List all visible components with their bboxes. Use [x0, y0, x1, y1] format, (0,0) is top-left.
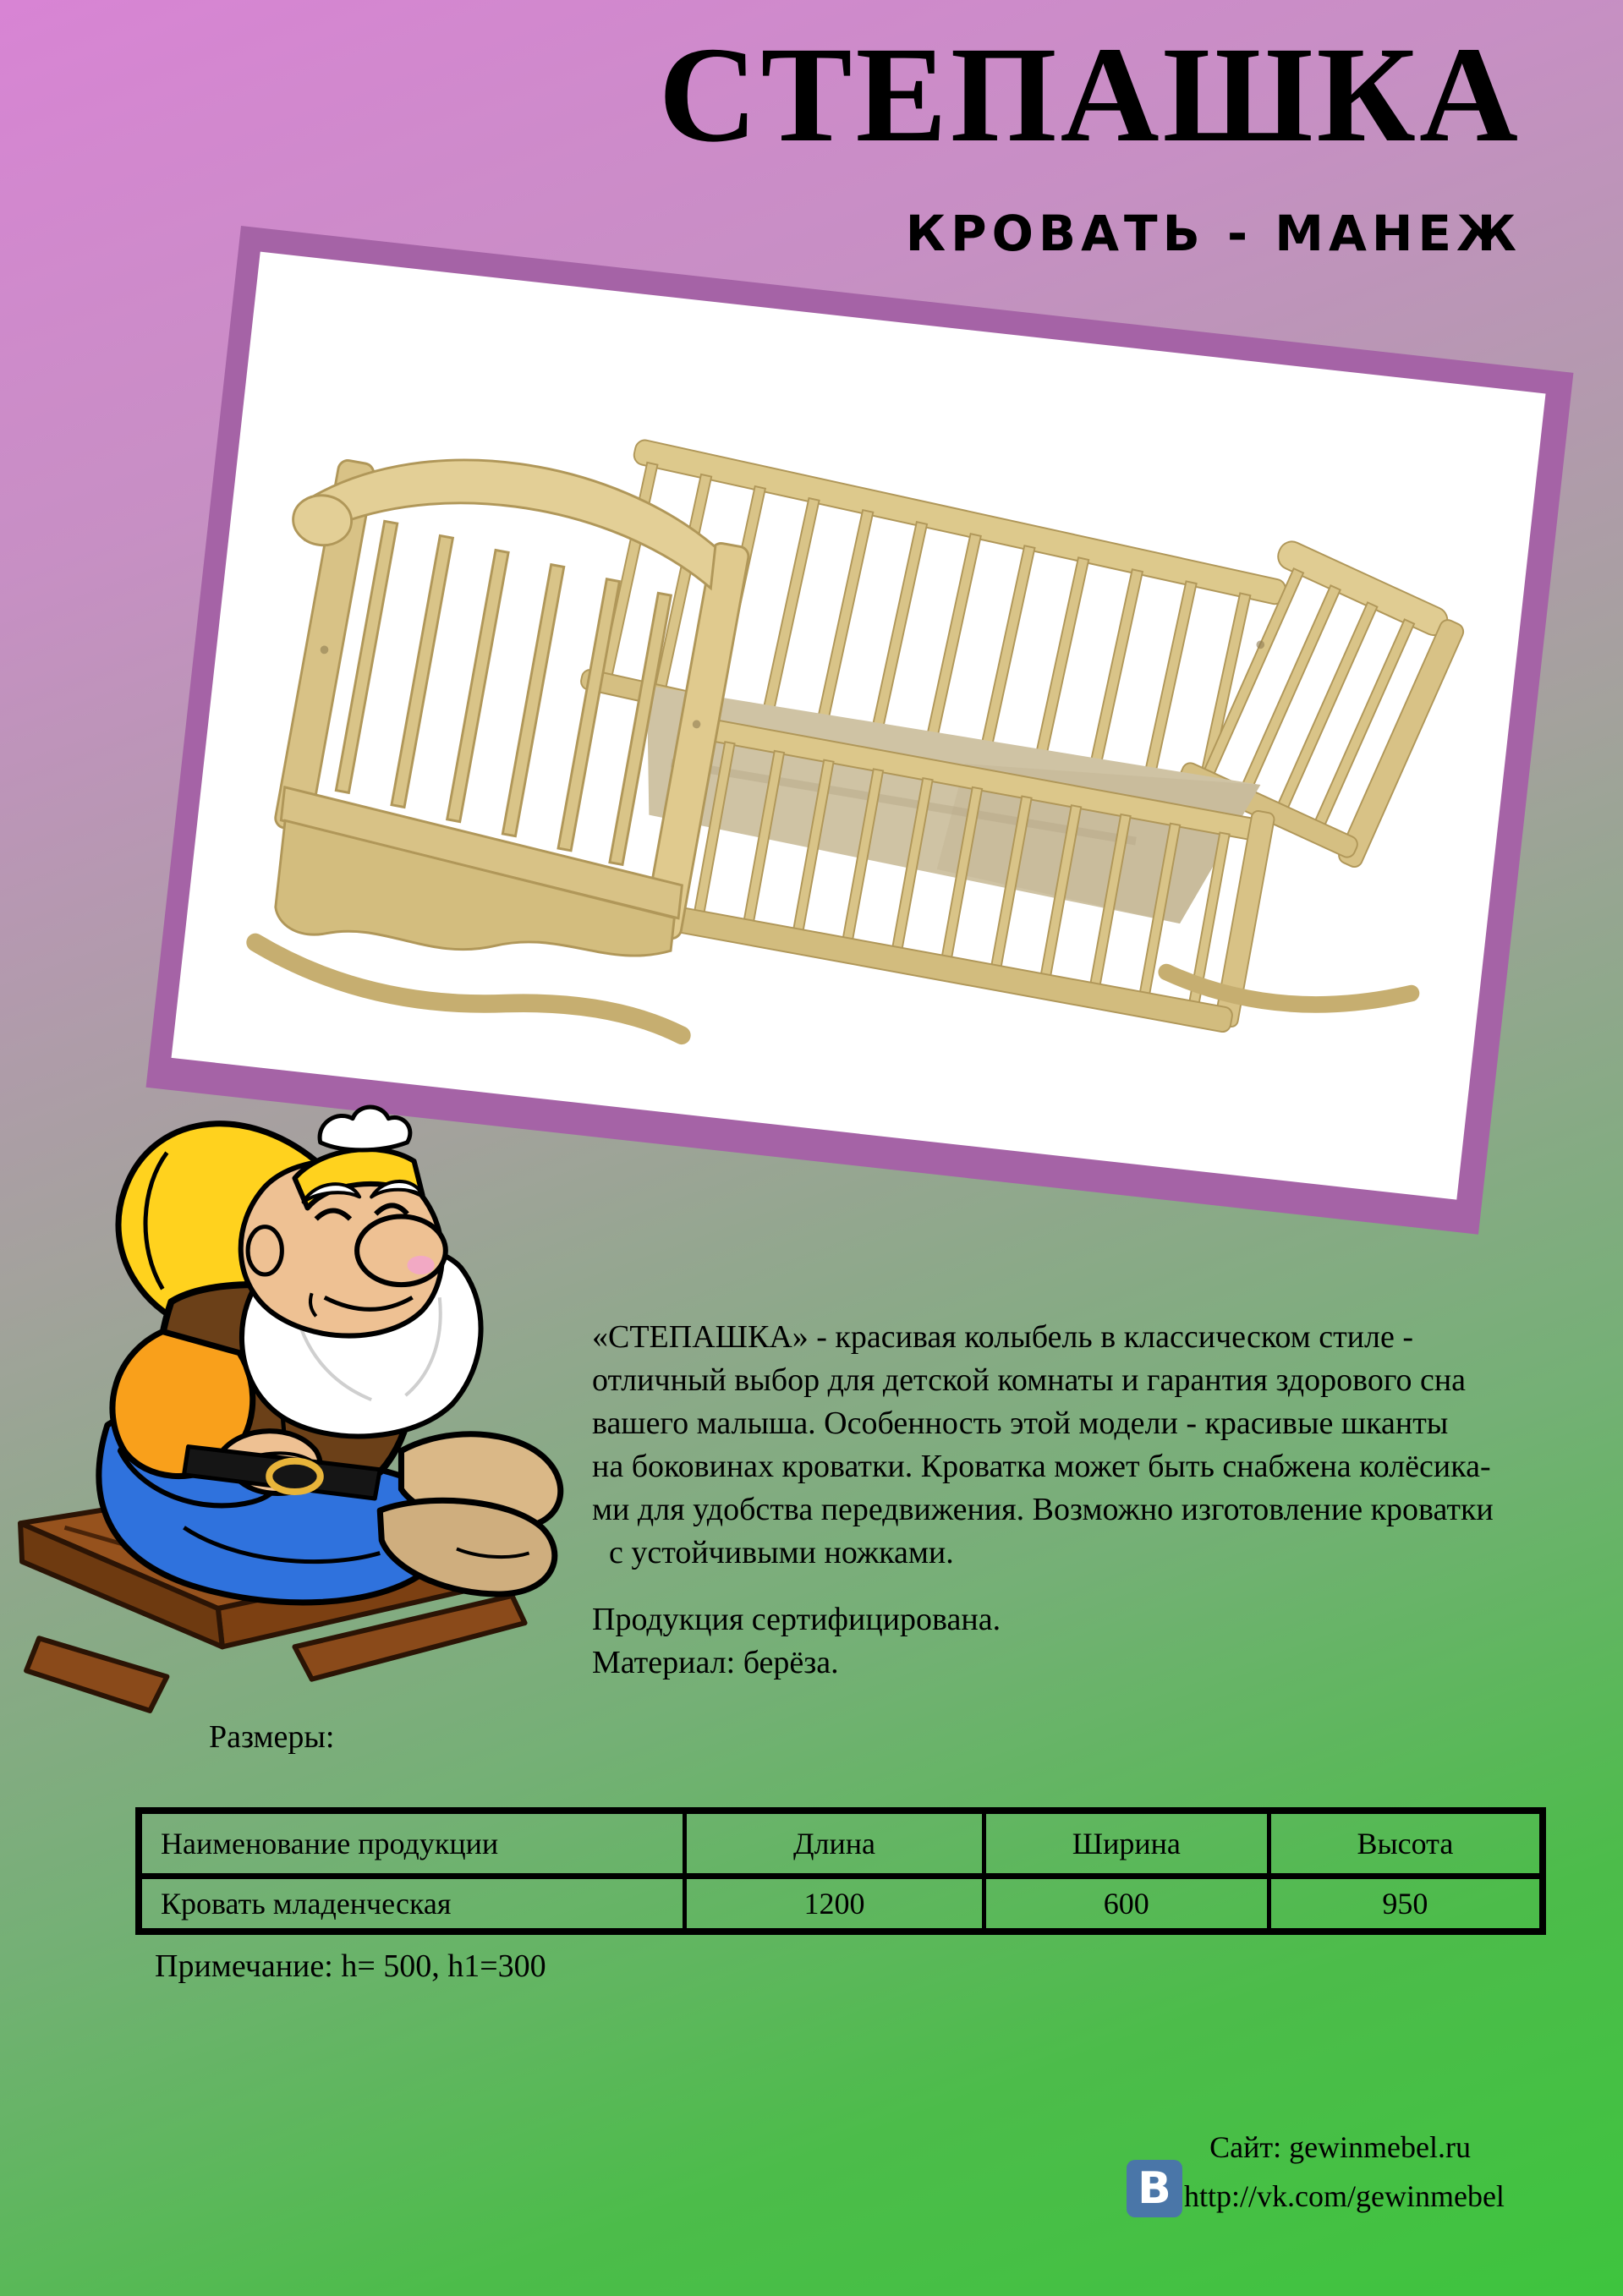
description-paragraph: [592, 1316, 1556, 1575]
sizes-label: Размеры:: [209, 1719, 335, 1755]
description-line: «СТЕПАШКА» - красивая колыбель в классическом стиле -: [592, 1319, 1414, 1355]
certification-block: [592, 1598, 1001, 1685]
certification-text: Продукция сертифицирована.: [592, 1602, 1001, 1637]
crib-photo: [200, 287, 1516, 1164]
dimensions-table: [135, 1807, 1546, 1935]
column-header-height: Высота: [1269, 1811, 1543, 1876]
description-line: ми для удобства передвижения. Возможно изготовление кроватки: [592, 1492, 1494, 1527]
column-header-length: Длина: [685, 1811, 984, 1876]
cell-width: 600: [984, 1876, 1269, 1932]
description-line: вашего малыша. Особенность этой модели - красивые шканты: [592, 1406, 1449, 1441]
description-line: на боковинах кроватки. Кроватка может быть снабжена колёсика-: [592, 1449, 1491, 1484]
site-label[interactable]: Сайт: gewinmebel.ru: [1209, 2130, 1471, 2164]
cell-length: 1200: [685, 1876, 984, 1932]
column-header-width: Ширина: [984, 1811, 1269, 1876]
cell-height: 950: [1269, 1876, 1543, 1932]
page-subtitle: КРОВАТЬ - МАНЕЖ: [905, 205, 1522, 262]
column-header-name: Наименование продукции: [139, 1811, 685, 1876]
material-text: Материал: берёза.: [592, 1645, 839, 1680]
page-title: СТЕПАШКА: [658, 19, 1522, 171]
note-text: Примечание: h= 500, h1=300: [155, 1948, 546, 1984]
vk-link[interactable]: http://vk.com/gewinmebel: [1184, 2179, 1505, 2213]
description-line: отличный выбор для детской комнаты и гарантия здорового сна: [592, 1362, 1467, 1398]
description-line: с устойчивыми ножками.: [609, 1535, 954, 1570]
table-row: [139, 1876, 1543, 1932]
happy-dwarf-illustration: [14, 1044, 576, 1721]
vk-icon[interactable]: В: [1127, 2160, 1182, 2217]
cell-product-name: Кровать младенческая: [139, 1876, 685, 1932]
